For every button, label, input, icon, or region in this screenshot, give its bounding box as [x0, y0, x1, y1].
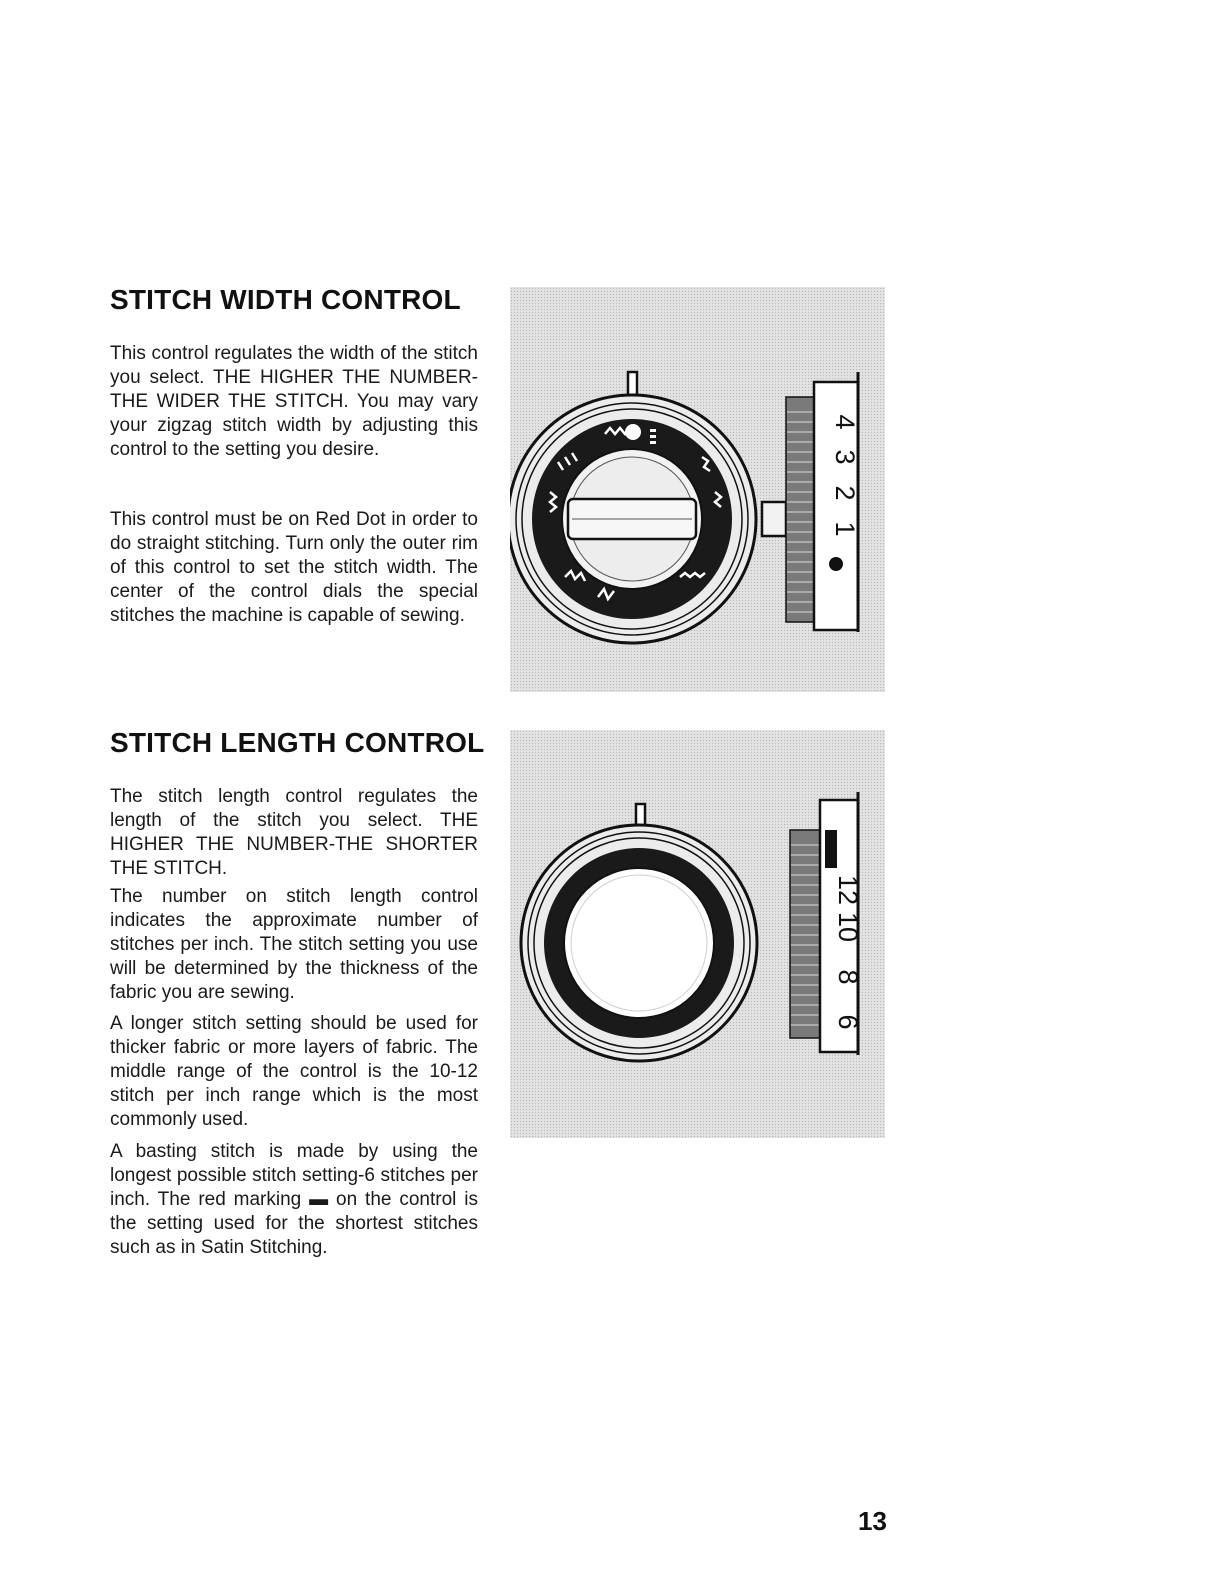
- width-scale-label: 2: [830, 485, 860, 501]
- page-number: 13: [858, 1506, 887, 1536]
- stitch-length-paragraph-2: The number on stitch length control indicates the approximate number of stitches per inch. The stitch setting you use will be determined by the thickness of the fabric you are sewing.: [110, 886, 478, 1003]
- stitch-width-paragraph-1: This control regulates the width of the stitch you select. THE HIGHER THE NUMBER-THE WIDER THE STITCH. You may vary your zigzag stitch width by adjusting this control to the setting you desire.: [110, 343, 478, 460]
- length-scale-label: 8: [833, 969, 863, 985]
- stitch-width-dial-figure: [510, 287, 885, 692]
- stitch-length-heading: STITCH LENGTH CONTROL: [110, 727, 485, 758]
- width-scale-label: 1: [830, 521, 860, 537]
- length-scale-label: 12: [833, 874, 863, 906]
- width-scale-label: 4: [830, 414, 860, 430]
- red-dot-marker: [829, 557, 843, 571]
- stitch-length-dial-figure: [510, 730, 885, 1138]
- length-scale-label: 6: [833, 1014, 863, 1030]
- stitch-length-paragraph-3: A longer stitch setting should be used for thicker fabric or more layers of fabric. The middle range of the control is the 10-12 stitch per inch range which is the most commonly used.: [110, 1013, 478, 1130]
- stitch-length-paragraph-4: A basting stitch is made by using the longest possible stitch setting-6 stitches per inch. The red marking ▬ on the control is the setting used for the shortest stitches such as in Satin Stitching.: [110, 1141, 478, 1258]
- stitch-width-heading: STITCH WIDTH CONTROL: [110, 284, 461, 315]
- width-scale-label: 3: [830, 449, 860, 465]
- stitch-length-paragraph-1: The stitch length control regulates the length of the stitch you select. THE HIGHER THE NUMBER-THE SHORTER THE STITCH.: [110, 786, 478, 879]
- red-marking-bar: [825, 830, 837, 868]
- length-scale-label: 10: [833, 911, 863, 943]
- stitch-width-paragraph-2: This control must be on Red Dot in order to do straight stitching. Turn only the outer rim of this control to set the stitch width. The center of the control dials the special stitches the machine is capable of sewing.: [110, 509, 478, 626]
